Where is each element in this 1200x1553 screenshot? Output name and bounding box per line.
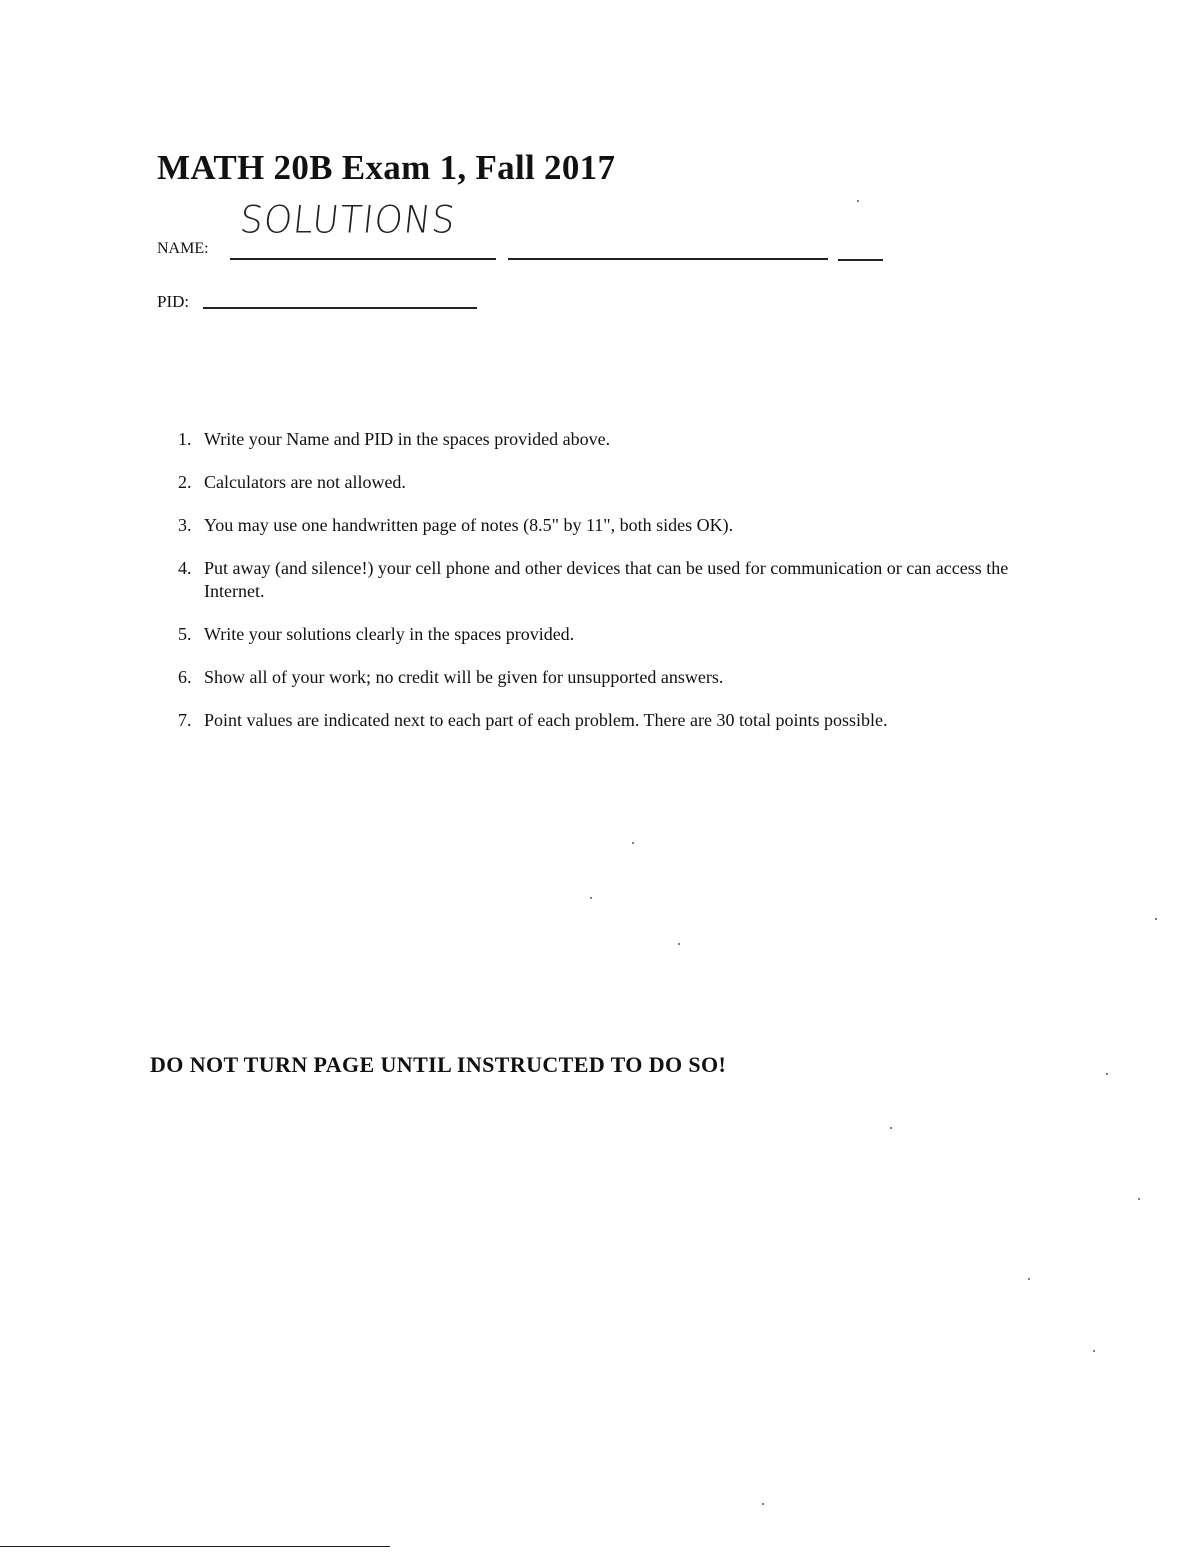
name-line <box>508 258 828 260</box>
instruction-item <box>172 471 1032 494</box>
instruction-number: 7. <box>178 710 192 730</box>
scan-speck <box>632 842 634 844</box>
scan-speck <box>762 1503 764 1505</box>
do-not-turn-warning: DO NOT TURN PAGE UNTIL INSTRUCTED TO DO SO! <box>150 1052 727 1077</box>
scan-speck <box>1028 1278 1030 1280</box>
instruction-text: Point values are indicated next to each part of each problem. There are 30 total points possible. <box>204 710 888 730</box>
scan-speck <box>1093 1350 1095 1352</box>
scan-speck <box>890 1127 892 1129</box>
instruction-text: Write your Name and PID in the spaces provided above. <box>204 429 611 449</box>
scan-speck <box>1155 918 1157 920</box>
scan-speck <box>678 943 680 945</box>
instruction-item <box>172 666 1032 689</box>
instruction-text: You may use one handwritten page of notes (8.5" by 11", both sides OK). <box>204 515 734 535</box>
name-label: NAME: <box>157 240 209 257</box>
exam-title: MATH 20B Exam 1, Fall 2017 <box>157 148 616 187</box>
instruction-text: Write your solutions clearly in the spaces provided. <box>204 624 575 644</box>
scan-speck <box>857 200 859 202</box>
instruction-item <box>172 428 1032 451</box>
instruction-number: 5. <box>178 624 192 644</box>
instruction-number: 1. <box>178 429 192 449</box>
pid-label: PID: <box>157 292 190 311</box>
instruction-text: Put away (and silence!) your cell phone and other devices that can be used for communication or can access the Internet. <box>204 558 1009 601</box>
instruction-item <box>172 514 1032 537</box>
instruction-item <box>172 623 1032 646</box>
scan-speck <box>1106 1073 1108 1075</box>
instruction-text: Show all of your work; no credit will be given for unsupported answers. <box>204 667 724 687</box>
pid-line <box>203 307 477 309</box>
scan-speck <box>1138 1198 1140 1200</box>
name-line <box>838 259 883 261</box>
instruction-number: 4. <box>178 558 192 578</box>
scan-edge-line <box>0 1546 390 1547</box>
instructions-list <box>172 428 1032 752</box>
instruction-item <box>172 557 1032 603</box>
instruction-number: 6. <box>178 667 192 687</box>
instruction-item <box>172 709 1032 732</box>
name-line <box>230 258 496 260</box>
instruction-text: Calculators are not allowed. <box>204 472 406 492</box>
scan-speck <box>590 897 592 899</box>
handwritten-name: SOLUTIONS <box>237 198 458 243</box>
instruction-number: 2. <box>178 472 192 492</box>
instruction-number: 3. <box>178 515 192 535</box>
